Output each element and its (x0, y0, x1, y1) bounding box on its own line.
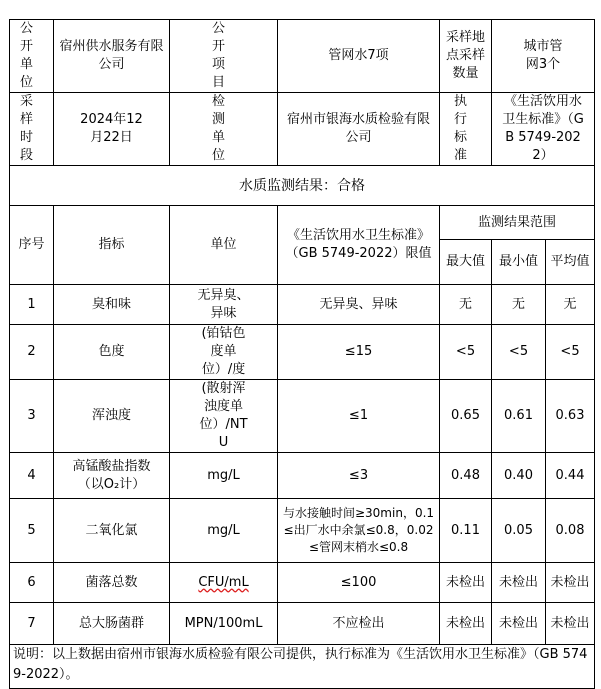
row-max: 未检出 (440, 603, 492, 645)
col-no-header: 序号 (10, 206, 54, 285)
table-row (10, 563, 595, 603)
row-indicator: 菌落总数 (54, 563, 170, 603)
row-min: 未检出 (492, 563, 546, 603)
table-row (10, 499, 595, 563)
col-range-header: 监测结果范围 (440, 206, 595, 240)
row-unit: 无异臭、异味 (170, 285, 278, 325)
row-min: <5 (492, 325, 546, 380)
row-min: 未检出 (492, 603, 546, 645)
sample-location-value: 城市管网3个 (492, 20, 595, 93)
row-min: 0.05 (492, 499, 546, 563)
row-no: 3 (10, 380, 54, 453)
row-unit: (散射浑浊度单位）/NTU (170, 380, 278, 453)
table-row (10, 603, 595, 645)
row-limit: 不应检出 (278, 603, 440, 645)
standard-value: 《生活饮用水卫生标准》（GB 5749-2022） (492, 93, 595, 166)
row-avg: 无 (546, 285, 595, 325)
row-max: 未检出 (440, 563, 492, 603)
col-indicator-header: 指标 (54, 206, 170, 285)
row-unit (170, 563, 278, 603)
pub-item-value: 管网水7项 (278, 20, 440, 93)
row-avg: 未检出 (546, 603, 595, 645)
row-min: 0.61 (492, 380, 546, 453)
table-row (10, 285, 595, 325)
col-max-header: 最大值 (440, 240, 492, 285)
row-max: 0.65 (440, 380, 492, 453)
pub-unit-value: 宿州供水服务有限公司 (54, 20, 170, 93)
row-unit-text: CFU/mL (198, 574, 249, 590)
row-no: 5 (10, 499, 54, 563)
table-row (10, 325, 595, 380)
row-max: <5 (440, 325, 492, 380)
row-indicator: 臭和味 (54, 285, 170, 325)
row-limit: ≤3 (278, 453, 440, 499)
row-min: 无 (492, 285, 546, 325)
row-avg: 0.44 (546, 453, 595, 499)
col-avg-header: 平均值 (546, 240, 595, 285)
table-row (10, 380, 595, 453)
result-title: 水质监测结果：合格 (10, 166, 595, 206)
footnote: 说明：以上数据由宿州市银海水质检验有限公司提供，执行标准为《生活饮用水卫生标准》（GB 5749-2022）。 (10, 645, 595, 689)
col-min-header: 最小值 (492, 240, 546, 285)
row-indicator: 高锰酸盐指数（以O₂计） (54, 453, 170, 499)
row-avg: 0.08 (546, 499, 595, 563)
sample-location-label: 采样地点采样数量 (440, 20, 492, 93)
row-max: 0.11 (440, 499, 492, 563)
test-unit-value: 宿州市银海水质检验有限公司 (278, 93, 440, 166)
row-unit: (铂钴色度单位）/度 (170, 325, 278, 380)
row-indicator: 总大肠菌群 (54, 603, 170, 645)
row-no: 7 (10, 603, 54, 645)
row-no: 4 (10, 453, 54, 499)
pub-item-label: 公开项目 (170, 20, 278, 93)
row-no: 6 (10, 563, 54, 603)
row-limit: 无异臭、异味 (278, 285, 440, 325)
water-quality-table (9, 19, 595, 689)
pub-unit-label: 公开单位 (10, 20, 54, 93)
table-row (10, 453, 595, 499)
row-unit: MPN/100mL (170, 603, 278, 645)
period-value: 2024年12月22日 (54, 93, 170, 166)
row-avg: <5 (546, 325, 595, 380)
row-limit: ≤15 (278, 325, 440, 380)
row-max: 无 (440, 285, 492, 325)
row-avg: 0.63 (546, 380, 595, 453)
row-indicator: 二氧化氯 (54, 499, 170, 563)
test-unit-label: 检测单位 (170, 93, 278, 166)
row-limit: ≤1 (278, 380, 440, 453)
row-avg: 未检出 (546, 563, 595, 603)
col-limit-header: 《生活饮用水卫生标准》（GB 5749-2022）限值 (278, 206, 440, 285)
period-label: 采样时段 (10, 93, 54, 166)
row-indicator: 色度 (54, 325, 170, 380)
row-min: 0.40 (492, 453, 546, 499)
row-unit: mg/L (170, 499, 278, 563)
row-indicator: 浑浊度 (54, 380, 170, 453)
standard-label: 执行标准 (440, 93, 492, 166)
row-limit: 与水接触时间≥30min，0.1≤出厂水中余氯≤0.8，0.02≤管网末梢水≤0.8 (278, 499, 440, 563)
row-limit: ≤100 (278, 563, 440, 603)
col-unit-header: 单位 (170, 206, 278, 285)
row-unit: mg/L (170, 453, 278, 499)
row-no: 1 (10, 285, 54, 325)
row-max: 0.48 (440, 453, 492, 499)
row-no: 2 (10, 325, 54, 380)
